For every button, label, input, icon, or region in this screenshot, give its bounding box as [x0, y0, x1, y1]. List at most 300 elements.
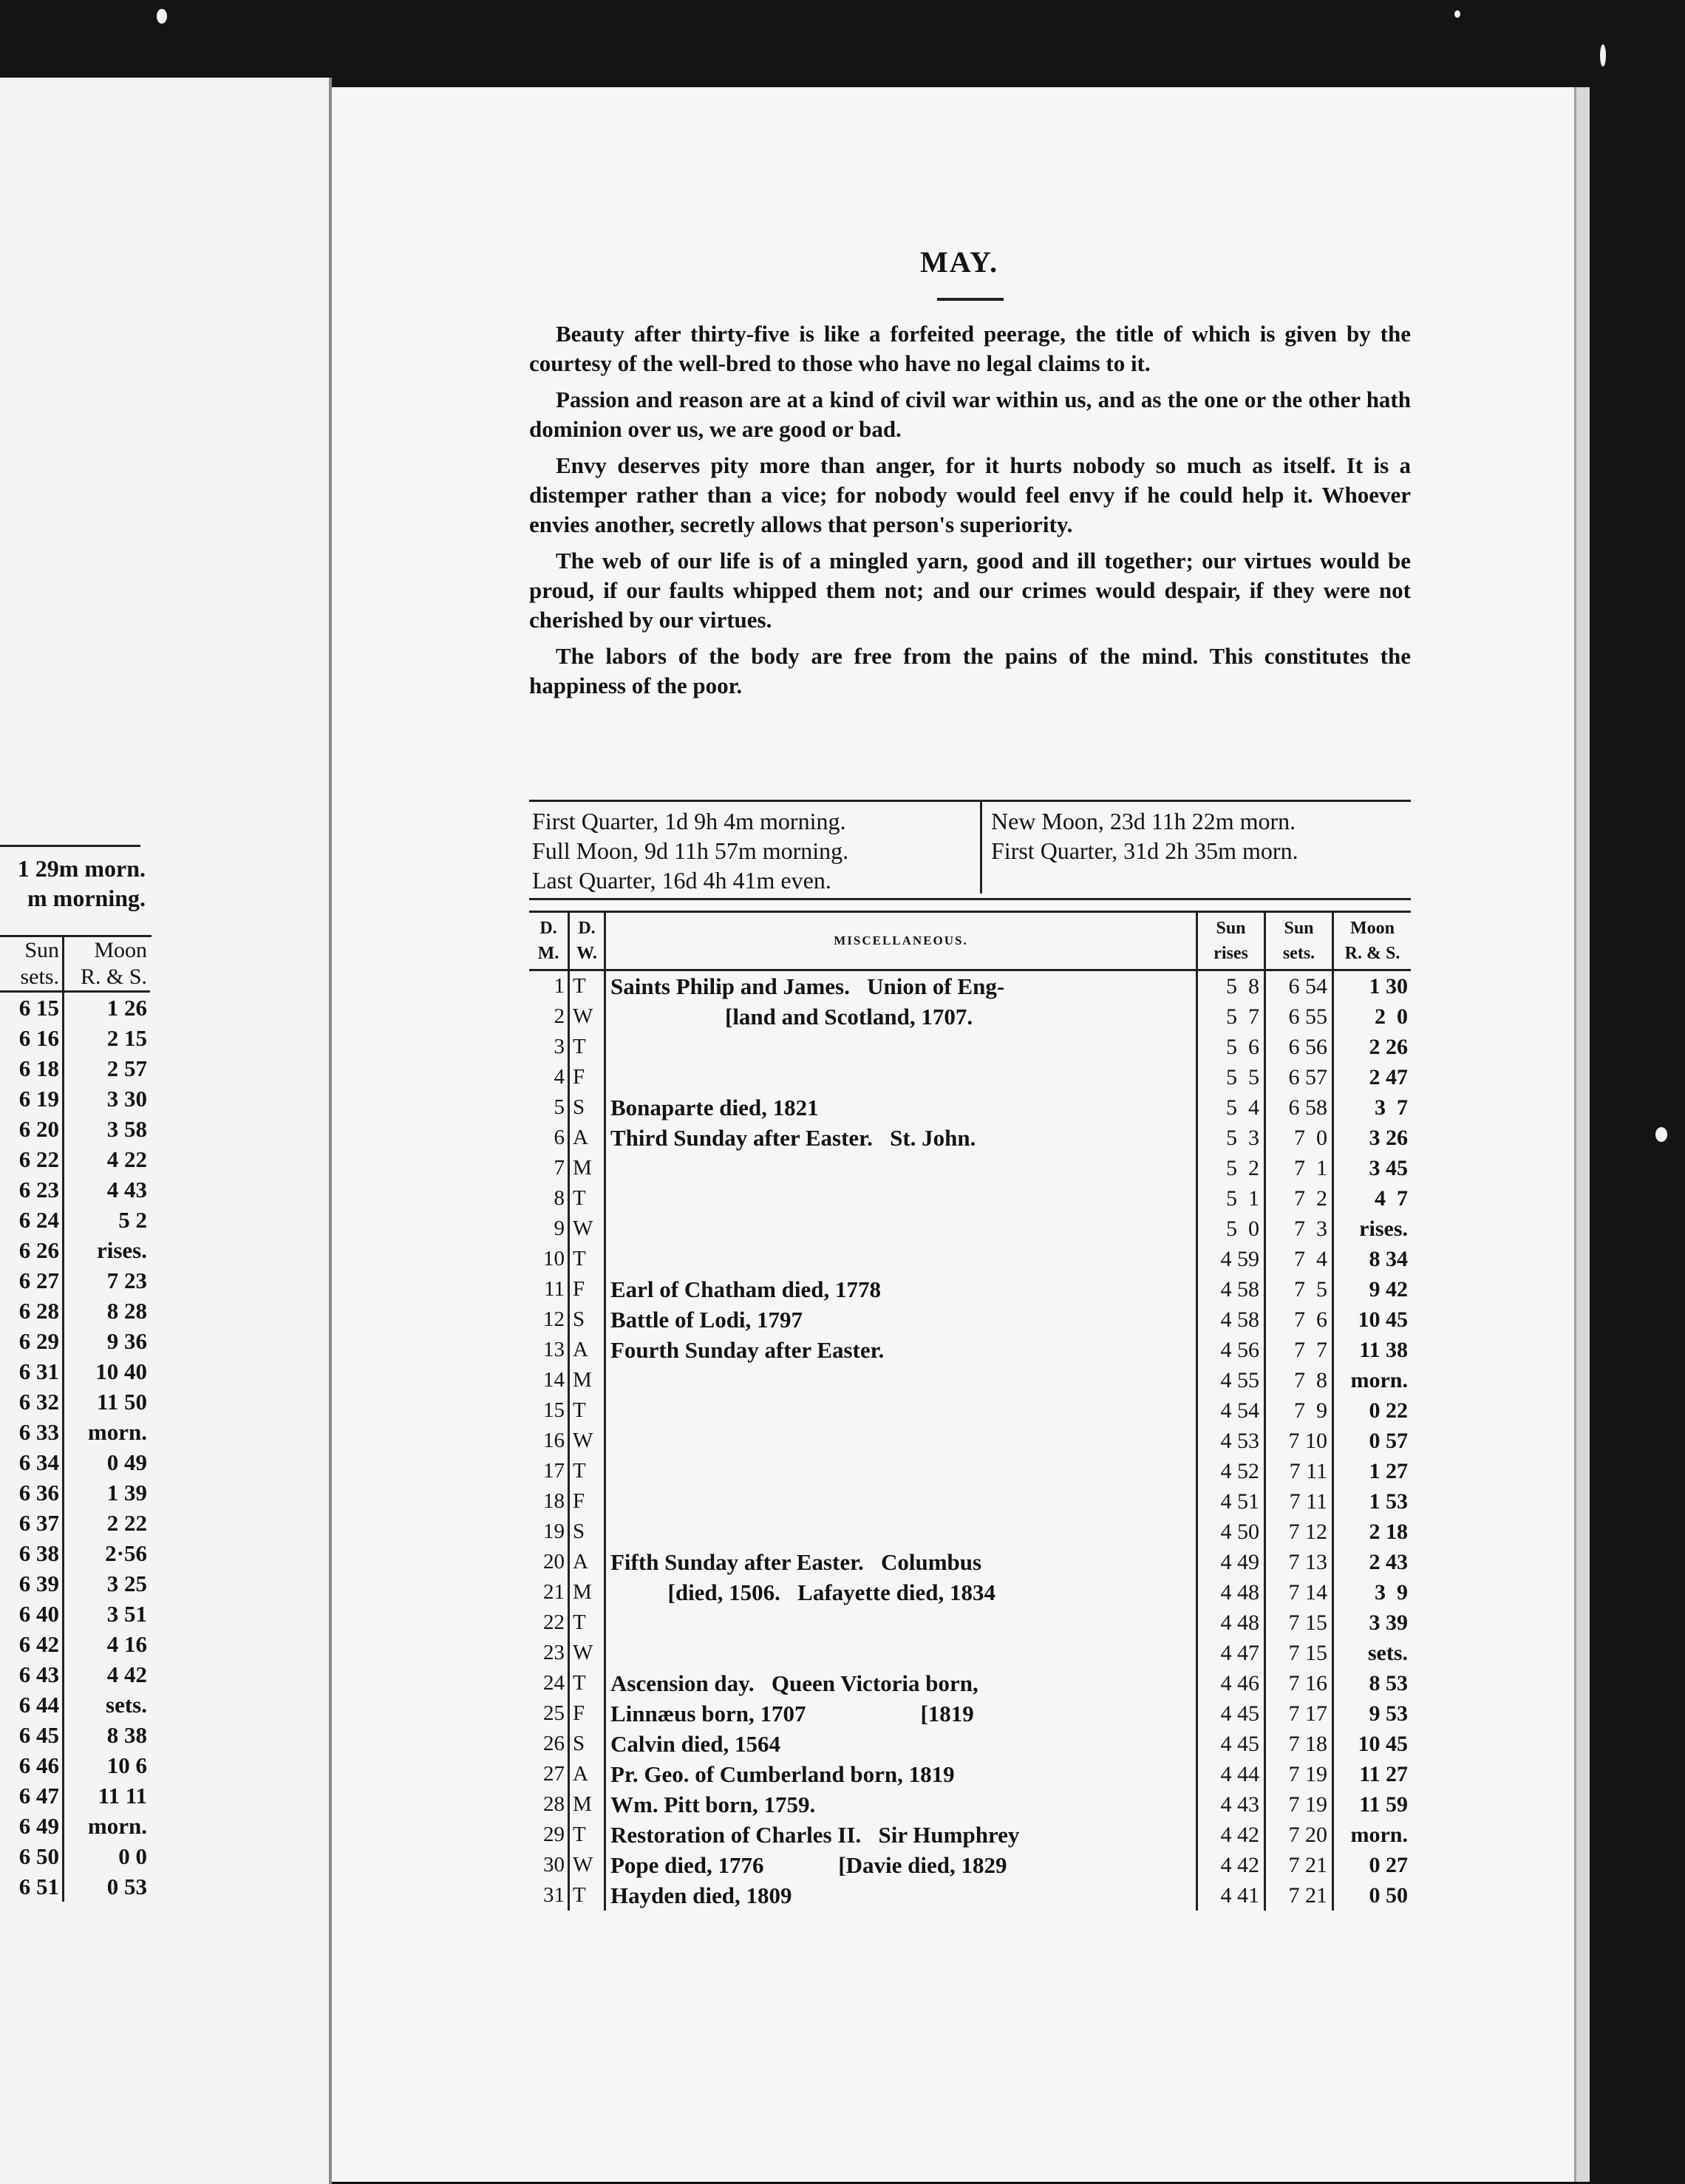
left-sun-sets-cell: 6 26: [18, 1237, 59, 1263]
sun-rises-cell: 4 45: [1197, 1698, 1265, 1729]
calendar-row: [529, 1608, 1411, 1638]
day-of-month-cell: 17: [529, 1456, 569, 1486]
calendar-row: [529, 1638, 1411, 1668]
moon-rise-set-cell: 10 45: [1358, 1307, 1408, 1332]
sun-sets-cell: 6 57: [1265, 1062, 1333, 1092]
sun-rises-cell: 5 7: [1197, 1001, 1265, 1032]
left-moon-cell: 4 43: [64, 1174, 151, 1205]
sun-rises-cell: 4 53: [1197, 1426, 1265, 1456]
moon-rise-set-cell: 4 7: [1375, 1186, 1408, 1211]
calendar-row: [529, 1486, 1411, 1517]
day-of-week-cell: S: [569, 1304, 605, 1335]
left-sun-sets-cell: 6 32: [18, 1389, 59, 1415]
day-of-month-cell: 20: [529, 1547, 569, 1577]
day-of-week-cell: T: [569, 1456, 605, 1486]
left-moon-cell: 9 36: [64, 1326, 151, 1356]
day-of-month-cell: 13: [529, 1335, 569, 1365]
header-line: R. & S.: [80, 965, 147, 989]
moon-rise-set-cell: 1 53: [1369, 1489, 1408, 1514]
left-table-row: [0, 1447, 150, 1477]
day-of-month-cell: 8: [529, 1183, 569, 1214]
header-moon: [1333, 912, 1412, 970]
miscellaneous-cell: Wm. Pitt born, 1759.: [610, 1792, 816, 1817]
page-edge: [1574, 87, 1590, 2182]
moon-rise-set-cell: 11 59: [1359, 1792, 1408, 1817]
day-of-week-cell: W: [569, 1426, 605, 1456]
day-of-week-cell: F: [569, 1274, 605, 1304]
day-of-week-cell: A: [569, 1123, 605, 1153]
page-title: MAY.: [920, 245, 999, 279]
sun-sets-cell: 7 14: [1265, 1577, 1333, 1608]
moon-rise-set-cell: 3 26: [1369, 1126, 1408, 1150]
left-moon-cell: 3 51: [64, 1599, 151, 1629]
left-moon-cell: 4 42: [64, 1659, 151, 1690]
header-sun-rises: [1197, 912, 1265, 970]
moon-rise-set-cell: 2 43: [1369, 1550, 1408, 1574]
calendar-row: [529, 970, 1411, 1002]
header-line: D.: [578, 919, 596, 938]
day-of-week-cell: S: [569, 1092, 605, 1123]
left-sun-sets-cell: 6 27: [18, 1268, 59, 1293]
left-sun-sets-cell: 6 49: [18, 1813, 59, 1839]
header-line: M.: [537, 944, 559, 963]
left-sun-sets-cell: 6 15: [18, 995, 59, 1021]
scan-speck: [1655, 1127, 1667, 1142]
day-of-month-cell: 12: [529, 1304, 569, 1335]
title-rule: [937, 298, 1004, 301]
miscellaneous-cell: Fifth Sunday after Easter. Columbus: [610, 1549, 982, 1575]
left-moon-cell: 11 11: [64, 1780, 151, 1811]
sun-rises-cell: 4 48: [1197, 1608, 1265, 1638]
left-table-row: [0, 1841, 150, 1871]
moon-rise-set-cell: rises.: [1359, 1217, 1408, 1241]
moon-rise-set-cell: morn.: [1350, 1823, 1408, 1847]
left-sun-sets-cell: 6 43: [18, 1661, 59, 1687]
left-table-row: [0, 992, 150, 1024]
miscellaneous-cell: [605, 1244, 1197, 1274]
sun-rises-cell: 4 58: [1197, 1304, 1265, 1335]
sun-rises-cell: 4 47: [1197, 1638, 1265, 1668]
sun-sets-cell: 7 11: [1265, 1456, 1333, 1486]
left-sun-sets-cell: 6 47: [18, 1783, 59, 1809]
miscellaneous-cell: Hayden died, 1809: [610, 1882, 792, 1908]
miscellaneous-cell: [605, 1214, 1197, 1244]
moon-rise-set-cell: 8 34: [1369, 1247, 1408, 1271]
sun-rises-cell: 4 46: [1197, 1668, 1265, 1698]
calendar-row: [529, 1062, 1411, 1092]
day-of-month-cell: 29: [529, 1820, 569, 1850]
sun-sets-cell: 7 19: [1265, 1789, 1333, 1820]
left-sun-sets-cell: 6 46: [18, 1752, 59, 1778]
day-of-month-cell: 2: [529, 1001, 569, 1032]
moon-rise-set-cell: 2 26: [1369, 1035, 1408, 1059]
moon-rise-set-cell: 11 38: [1359, 1338, 1408, 1362]
sun-rises-cell: 5 3: [1197, 1123, 1265, 1153]
left-moon-cell: 3 58: [64, 1114, 151, 1144]
sun-rises-cell: 4 49: [1197, 1547, 1265, 1577]
sun-sets-cell: 7 5: [1265, 1274, 1333, 1304]
sun-rises-cell: 4 54: [1197, 1395, 1265, 1426]
left-moon-cell: 0 49: [64, 1447, 151, 1477]
moon-rise-set-cell: 3 39: [1369, 1610, 1408, 1635]
sun-rises-cell: 5 4: [1197, 1092, 1265, 1123]
miscellaneous-cell: [605, 1517, 1197, 1547]
day-of-month-cell: 5: [529, 1092, 569, 1123]
day-of-month-cell: 31: [529, 1880, 569, 1911]
calendar-row: [529, 1395, 1411, 1426]
moon-phases-right: [980, 802, 1298, 894]
miscellaneous-cell: [land and Scotland, 1707.: [610, 1004, 973, 1030]
sun-sets-cell: 7 17: [1265, 1698, 1333, 1729]
day-of-week-cell: M: [569, 1153, 605, 1183]
day-of-month-cell: 16: [529, 1426, 569, 1456]
sun-sets-cell: 7 8: [1265, 1365, 1333, 1395]
left-table-row: [0, 1659, 150, 1690]
left-moon-cell: 10 40: [64, 1356, 151, 1387]
left-table-row: [0, 1084, 150, 1114]
calendar-row: [529, 1820, 1411, 1850]
left-moon-cell: 7 23: [64, 1265, 151, 1296]
scan-speck: [157, 9, 167, 24]
left-sun-sets-cell: 6 36: [18, 1480, 59, 1506]
day-of-month-cell: 28: [529, 1789, 569, 1820]
sun-rises-cell: 4 51: [1197, 1486, 1265, 1517]
sun-sets-cell: 7 16: [1265, 1668, 1333, 1698]
sun-rises-cell: 4 56: [1197, 1335, 1265, 1365]
calendar-row: [529, 1517, 1411, 1547]
left-table-row: [0, 1477, 150, 1508]
day-of-month-cell: 23: [529, 1638, 569, 1668]
sun-sets-cell: 7 1: [1265, 1153, 1333, 1183]
left-moon-cell: rises.: [64, 1235, 151, 1265]
calendar-row: [529, 1153, 1411, 1183]
moon-rise-set-cell: 1 27: [1369, 1459, 1408, 1483]
sun-rises-cell: 4 41: [1197, 1880, 1265, 1911]
left-moon-cell: 3 25: [64, 1568, 151, 1599]
left-sun-sets-cell: 6 18: [18, 1055, 59, 1081]
day-of-week-cell: A: [569, 1547, 605, 1577]
moon-rise-set-cell: 3 9: [1375, 1580, 1408, 1605]
header-day-of-month: [529, 912, 569, 970]
left-sun-sets-cell: 6 45: [18, 1722, 59, 1748]
moon-rise-set-cell: morn.: [1350, 1368, 1408, 1392]
sun-rises-cell: 4 48: [1197, 1577, 1265, 1608]
left-moon-phases: [0, 854, 146, 913]
day-of-month-cell: 9: [529, 1214, 569, 1244]
day-of-month-cell: 21: [529, 1577, 569, 1608]
calendar-table-body: [529, 970, 1411, 1911]
miscellaneous-cell: Bonaparte died, 1821: [610, 1095, 819, 1120]
miscellaneous-cell: Ascension day. Queen Victoria born,: [610, 1670, 978, 1696]
sun-sets-cell: 7 10: [1265, 1426, 1333, 1456]
left-sun-sets-cell: 6 29: [18, 1328, 59, 1354]
left-moon-cell: 4 22: [64, 1144, 151, 1174]
sun-rises-cell: 5 5: [1197, 1062, 1265, 1092]
miscellaneous-cell: Fourth Sunday after Easter.: [610, 1337, 885, 1363]
miscellaneous-cell: Pope died, 1776 [Davie died, 1829: [610, 1852, 1007, 1878]
left-moon-phase-line: 1 29m morn.: [17, 855, 146, 882]
left-table-row: [0, 1114, 150, 1144]
header-line: R. & S.: [1344, 944, 1400, 963]
day-of-month-cell: 27: [529, 1759, 569, 1789]
left-moon-cell: morn.: [64, 1417, 151, 1447]
miscellaneous-cell: Restoration of Charles II. Sir Humphrey: [610, 1822, 1020, 1848]
sun-sets-cell: 6 55: [1265, 1001, 1333, 1032]
day-of-week-cell: A: [569, 1335, 605, 1365]
left-moon-cell: 10 6: [64, 1750, 151, 1780]
day-of-week-cell: T: [569, 1820, 605, 1850]
moon-phase-line: First Quarter, 31d 2h 35m morn.: [991, 837, 1298, 864]
header-line: Moon: [1350, 919, 1395, 938]
sun-rises-cell: 4 45: [1197, 1729, 1265, 1759]
day-of-week-cell: T: [569, 970, 605, 1002]
moon-rise-set-cell: 9 42: [1369, 1277, 1408, 1302]
calendar-row: [529, 1304, 1411, 1335]
left-table-body: [0, 992, 150, 1902]
left-sun-sets-cell: 6 39: [18, 1571, 59, 1596]
miscellaneous-cell: [605, 1608, 1197, 1638]
left-table-row: [0, 1629, 150, 1659]
day-of-month-cell: 7: [529, 1153, 569, 1183]
left-sun-sets-cell: 6 22: [18, 1146, 59, 1172]
calendar-row: [529, 1123, 1411, 1153]
calendar-row: [529, 1001, 1411, 1032]
left-table-row: [0, 1205, 150, 1235]
sun-sets-cell: 6 58: [1265, 1092, 1333, 1123]
left-moon-cell: 0 53: [64, 1871, 151, 1902]
calendar-table: [529, 911, 1411, 1911]
left-moon-cell: 0 0: [64, 1841, 151, 1871]
moon-rise-set-cell: 2 47: [1369, 1065, 1408, 1089]
left-table-row: [0, 1417, 150, 1447]
left-header-moon: [64, 937, 151, 992]
calendar-row: [529, 1759, 1411, 1789]
left-sun-sets-cell: 6 34: [18, 1449, 59, 1475]
sun-sets-cell: 7 11: [1265, 1486, 1333, 1517]
day-of-week-cell: F: [569, 1698, 605, 1729]
left-moon-cell: 11 50: [64, 1387, 151, 1417]
header-line: Sun: [24, 938, 59, 962]
day-of-month-cell: 24: [529, 1668, 569, 1698]
calendar-row: [529, 1547, 1411, 1577]
sun-sets-cell: 7 21: [1265, 1850, 1333, 1880]
header-line: Sun: [1284, 919, 1314, 938]
miscellaneous-cell: Third Sunday after Easter. St. John.: [610, 1125, 976, 1151]
header-line: sets.: [1282, 944, 1315, 963]
miscellaneous-cell: [died, 1506. Lafayette died, 1834: [610, 1579, 995, 1605]
day-of-month-cell: 15: [529, 1395, 569, 1426]
header-line: D.: [539, 919, 557, 938]
moon-phases-left: [532, 806, 848, 895]
day-of-week-cell: W: [569, 1850, 605, 1880]
header-day-of-week: [569, 912, 605, 970]
sun-rises-cell: 4 59: [1197, 1244, 1265, 1274]
calendar-row: [529, 1880, 1411, 1911]
moon-rise-set-cell: 0 50: [1369, 1883, 1408, 1908]
scan-speck: [1454, 10, 1460, 18]
day-of-week-cell: W: [569, 1214, 605, 1244]
moon-rise-set-cell: 0 22: [1369, 1398, 1408, 1423]
miscellaneous-cell: [605, 1365, 1197, 1395]
moon-rise-set-cell: 9 53: [1369, 1701, 1408, 1726]
sun-sets-cell: 7 3: [1265, 1214, 1333, 1244]
calendar-row: [529, 1335, 1411, 1365]
sun-rises-cell: 4 58: [1197, 1274, 1265, 1304]
left-table-row: [0, 1235, 150, 1265]
miscellaneous-cell: [605, 1638, 1197, 1668]
miscellaneous-cell: [605, 1456, 1197, 1486]
miscellaneous-cell: [605, 1183, 1197, 1214]
maxim-paragraph: Passion and reason are at a kind of civil war within us, and as the one or the other hath dominion over us, we are good or bad.: [529, 387, 1411, 442]
sun-rises-cell: 4 44: [1197, 1759, 1265, 1789]
sun-rises-cell: 4 52: [1197, 1456, 1265, 1486]
miscellaneous-cell: Saints Philip and James. Union of Eng-: [610, 973, 1005, 999]
sun-rises-cell: 4 42: [1197, 1850, 1265, 1880]
day-of-week-cell: M: [569, 1789, 605, 1820]
miscellaneous-cell: Earl of Chatham died, 1778: [610, 1276, 881, 1302]
day-of-week-cell: S: [569, 1517, 605, 1547]
sun-rises-cell: 4 50: [1197, 1517, 1265, 1547]
moon-phase-line: Last Quarter, 16d 4h 41m even.: [532, 867, 831, 894]
sun-sets-cell: 7 19: [1265, 1759, 1333, 1789]
moon-phases-box: [529, 800, 1411, 900]
miscellaneous-cell: [605, 1153, 1197, 1183]
day-of-week-cell: T: [569, 1244, 605, 1274]
day-of-week-cell: T: [569, 1668, 605, 1698]
day-of-week-cell: W: [569, 1001, 605, 1032]
left-sun-sets-cell: 6 37: [18, 1510, 59, 1536]
left-sun-sets-cell: 6 38: [18, 1540, 59, 1566]
day-of-month-cell: 3: [529, 1032, 569, 1062]
sun-rises-cell: 4 43: [1197, 1789, 1265, 1820]
left-sun-sets-cell: 6 24: [18, 1207, 59, 1233]
calendar-row: [529, 1214, 1411, 1244]
calendar-row: [529, 1668, 1411, 1698]
left-moon-cell: 2·56: [64, 1538, 151, 1568]
day-of-week-cell: T: [569, 1183, 605, 1214]
left-sun-sets-cell: 6 28: [18, 1298, 59, 1324]
day-of-week-cell: T: [569, 1608, 605, 1638]
left-calendar-table: [0, 935, 152, 1902]
day-of-week-cell: T: [569, 1395, 605, 1426]
moon-rise-set-cell: 8 53: [1369, 1671, 1408, 1695]
sun-sets-cell: 7 2: [1265, 1183, 1333, 1214]
calendar-row: [529, 1850, 1411, 1880]
left-moon-cell: 2 57: [64, 1053, 151, 1084]
day-of-month-cell: 26: [529, 1729, 569, 1759]
left-table-row: [0, 1174, 150, 1205]
day-of-week-cell: A: [569, 1759, 605, 1789]
left-table-row: [0, 1053, 150, 1084]
sun-sets-cell: 6 54: [1265, 970, 1333, 1002]
moon-rise-set-cell: 1 30: [1369, 974, 1408, 999]
left-divider: [0, 845, 140, 847]
moon-rise-set-cell: 3 45: [1369, 1156, 1408, 1180]
left-table-row: [0, 1538, 150, 1568]
miscellaneous-cell: [605, 1032, 1197, 1062]
sun-sets-cell: 7 21: [1265, 1880, 1333, 1911]
moon-rise-set-cell: 2 18: [1369, 1520, 1408, 1544]
left-table-row: [0, 1690, 150, 1720]
miscellaneous-cell: Battle of Lodi, 1797: [610, 1307, 803, 1333]
sun-sets-cell: 7 7: [1265, 1335, 1333, 1365]
sun-rises-cell: 5 8: [1197, 970, 1265, 1002]
day-of-week-cell: F: [569, 1062, 605, 1092]
day-of-month-cell: 10: [529, 1244, 569, 1274]
left-moon-cell: 1 39: [64, 1477, 151, 1508]
calendar-row: [529, 1456, 1411, 1486]
left-header-sun: [0, 937, 64, 992]
day-of-week-cell: T: [569, 1880, 605, 1911]
maxim-paragraph: Envy deserves pity more than anger, for it hurts nobody so much as itself. It is a distemper rather than a vice; for nobody would feel envy if he could help it. Whoever envies another, secretly allows that person's superiority.: [529, 452, 1411, 537]
scan-speck: [1600, 44, 1606, 67]
sun-rises-cell: 5 6: [1197, 1032, 1265, 1062]
day-of-month-cell: 1: [529, 970, 569, 1002]
left-sun-sets-cell: 6 33: [18, 1419, 59, 1445]
sun-rises-cell: 5 0: [1197, 1214, 1265, 1244]
header-line: Sun: [1216, 919, 1246, 938]
day-of-week-cell: M: [569, 1577, 605, 1608]
left-table-row: [0, 1811, 150, 1841]
left-moon-phase-line: m morning.: [27, 885, 146, 911]
moon-rise-set-cell: 11 27: [1359, 1762, 1408, 1786]
calendar-row: [529, 1092, 1411, 1123]
left-sun-sets-cell: 6 16: [18, 1025, 59, 1051]
left-table-row: [0, 1387, 150, 1417]
miscellaneous-cell: [605, 1486, 1197, 1517]
left-table-row: [0, 1296, 150, 1326]
miscellaneous-cell: [605, 1395, 1197, 1426]
header-miscellaneous: MISCELLANEOUS.: [605, 912, 1197, 970]
calendar-row: [529, 1365, 1411, 1395]
calendar-row: [529, 1426, 1411, 1456]
left-table-row: [0, 1780, 150, 1811]
sun-rises-cell: 4 42: [1197, 1820, 1265, 1850]
day-of-week-cell: M: [569, 1365, 605, 1395]
maxim-paragraph: Beauty after thirty-five is like a forfeited peerage, the title of which is given by the courtesy of the well-bred to those who have no legal claims to it.: [529, 321, 1411, 376]
day-of-month-cell: 4: [529, 1062, 569, 1092]
left-sun-sets-cell: 6 40: [18, 1601, 59, 1627]
left-moon-cell: 2 22: [64, 1508, 151, 1538]
calendar-row: [529, 1698, 1411, 1729]
sun-sets-cell: 7 0: [1265, 1123, 1333, 1153]
left-sun-sets-cell: 6 44: [18, 1692, 59, 1718]
miscellaneous-cell: [605, 1426, 1197, 1456]
calendar-row: [529, 1729, 1411, 1759]
miscellaneous-cell: Pr. Geo. of Cumberland born, 1819: [610, 1761, 955, 1787]
left-sun-sets-cell: 6 51: [18, 1874, 59, 1899]
left-table-row: [0, 1599, 150, 1629]
sun-sets-cell: 7 18: [1265, 1729, 1333, 1759]
sun-sets-cell: 7 15: [1265, 1638, 1333, 1668]
moon-rise-set-cell: sets.: [1367, 1641, 1408, 1665]
left-moon-cell: 1 26: [64, 992, 151, 1024]
left-moon-cell: 5 2: [64, 1205, 151, 1235]
left-sun-sets-cell: 6 20: [18, 1116, 59, 1142]
calendar-row: [529, 1032, 1411, 1062]
day-of-month-cell: 19: [529, 1517, 569, 1547]
calendar-row: [529, 1789, 1411, 1820]
left-sun-sets-cell: 6 19: [18, 1086, 59, 1112]
left-moon-cell: morn.: [64, 1811, 151, 1841]
sun-rises-cell: 5 1: [1197, 1183, 1265, 1214]
header-line: W.: [576, 944, 597, 963]
day-of-week-cell: S: [569, 1729, 605, 1759]
calendar-row: [529, 1244, 1411, 1274]
left-table-row: [0, 1326, 150, 1356]
sun-sets-cell: 7 6: [1265, 1304, 1333, 1335]
miscellaneous-cell: Calvin died, 1564: [610, 1731, 780, 1757]
